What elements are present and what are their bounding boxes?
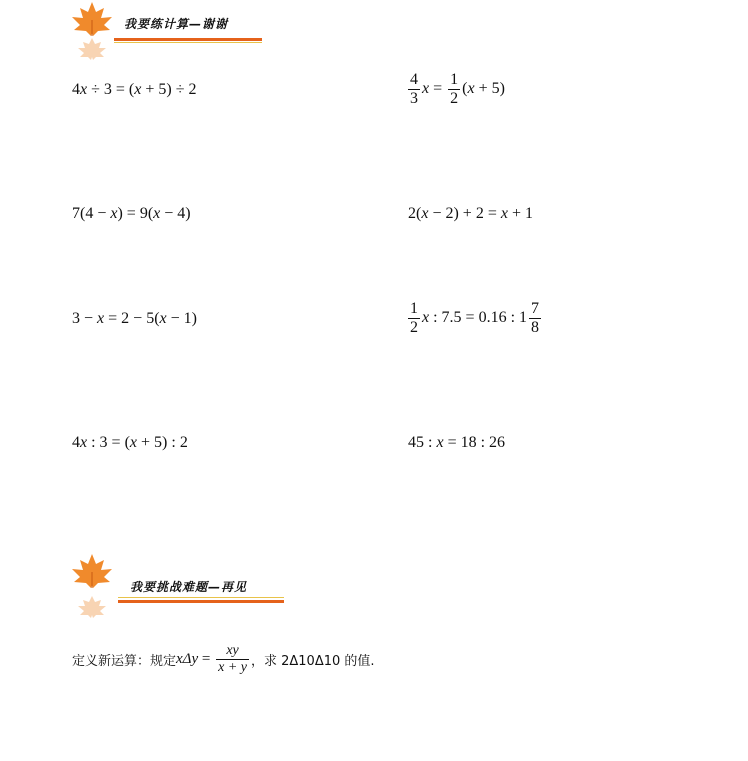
equation-2: $\frac{4}{3}$ x = $\frac{1}{2}$ (x + 5) — [410, 71, 505, 107]
section-header-compute — [68, 0, 268, 62]
divider-bar — [118, 600, 284, 603]
equation-7: 4x : 3 = (x + 5) : 2 — [72, 434, 188, 451]
equation-5: 3 − x = 2 − 5(x − 1) — [72, 310, 197, 327]
equation-8: 45 : x = 18 : 26 — [408, 434, 506, 451]
maple-leaf-icon — [68, 0, 116, 62]
section-header-challenge — [68, 552, 298, 624]
section-title: 我要练计算—谢谢 — [124, 17, 229, 31]
equation-6: $\frac{1}{2}$ x : 7.5 = 0.16 : 1 $\frac{7}{8}$ — [410, 300, 540, 336]
section-title: 我要挑战难题—再见 — [130, 580, 248, 594]
divider-bar-thin — [114, 42, 262, 43]
equation-4: 2(x − 2) + 2 = x + 1 — [408, 205, 533, 222]
divider-bar — [114, 38, 262, 41]
challenge-problem: 定义新运算：规定 xΔy = $\frac{xy}{x + y}$ ，求 2Δ10Δ10 的值. — [72, 643, 375, 675]
equation-1: 4x ÷ 3 = (x + 5) ÷ 2 — [72, 81, 197, 98]
divider-bar-thin — [118, 597, 284, 598]
maple-leaf-icon — [68, 552, 116, 624]
equation-3: 7(4 − x) = 9(x − 4) — [72, 205, 191, 222]
